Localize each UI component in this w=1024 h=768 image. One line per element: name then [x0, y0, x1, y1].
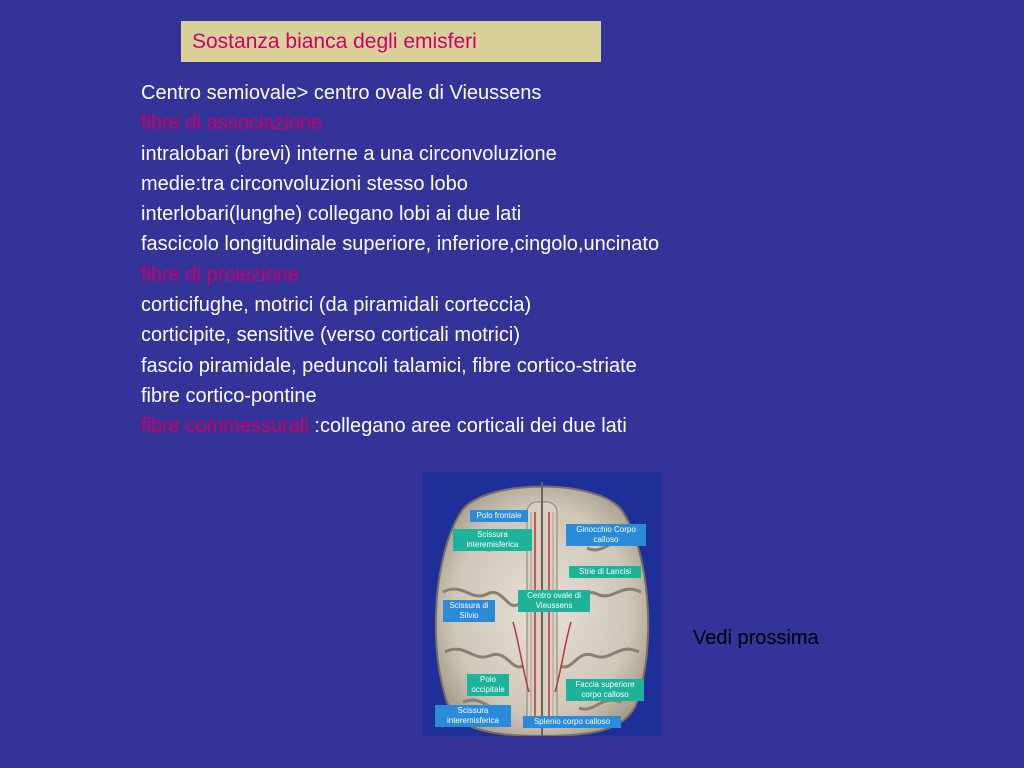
- label-scissura-interemisferica-bottom: Scissura interemisferica: [435, 705, 511, 727]
- body-line: fibre cortico-pontine: [141, 384, 317, 407]
- label-scissura-di-silvio: Scissura di Silvio: [443, 600, 495, 622]
- body-line: corticifughe, motrici (da piramidali corteccia): [141, 294, 532, 317]
- body-line-commessurali: [141, 411, 841, 441]
- body-line: Centro semiovale> centro ovale di Vieussens: [141, 82, 542, 104]
- label-centro-ovale-vieussens: Centro ovale di Vieussens: [518, 590, 590, 612]
- body-line: corticipite, sensitive (verso corticali motrici): [141, 324, 520, 347]
- body-line: interlobari(lunghe) collegano lobi ai due lati: [141, 203, 522, 226]
- label-polo-occipitale: Polo occipitale: [467, 674, 509, 696]
- label-scissura-interemisferica-top: Scissura interemisferica: [453, 529, 532, 551]
- section-heading-commessurali: fibre commessurali: [141, 415, 309, 438]
- body-line: fascio piramidale, peduncoli talamici, fibre cortico-striate: [141, 354, 637, 377]
- body-line: intralobari (brevi) interne a una circonvoluzione: [141, 142, 557, 165]
- label-splenio-corpo-calloso: Splenio corpo calloso: [523, 716, 621, 728]
- vedi-prossima-caption: Vedi prossima: [693, 627, 819, 649]
- brain-section-figure: [423, 472, 661, 736]
- commessurali-description: :collegano aree corticali dei due lati: [308, 415, 627, 438]
- section-heading-proiezione: fibre di proiezione: [141, 263, 299, 286]
- label-faccia-superiore-corpo-calloso: Faccia superiore corpo calloso: [566, 679, 644, 701]
- section-heading-associazione: fibre di associazione: [141, 112, 323, 135]
- slide-title: Sostanza bianca degli emisferi: [181, 21, 601, 62]
- label-polo-frontale: Polo frontale: [470, 510, 528, 522]
- body-line: medie:tra circonvoluzioni stesso lobo: [141, 172, 468, 195]
- label-ginocchio-corpo-calloso: Ginocchio Corpo calloso: [566, 524, 646, 546]
- slide-body: [141, 78, 841, 442]
- body-line: fascicolo longitudinale superiore, inferiore,cingolo,uncinato: [141, 233, 660, 256]
- label-strie-di-lancisi: Strie di Lancisi: [569, 566, 641, 578]
